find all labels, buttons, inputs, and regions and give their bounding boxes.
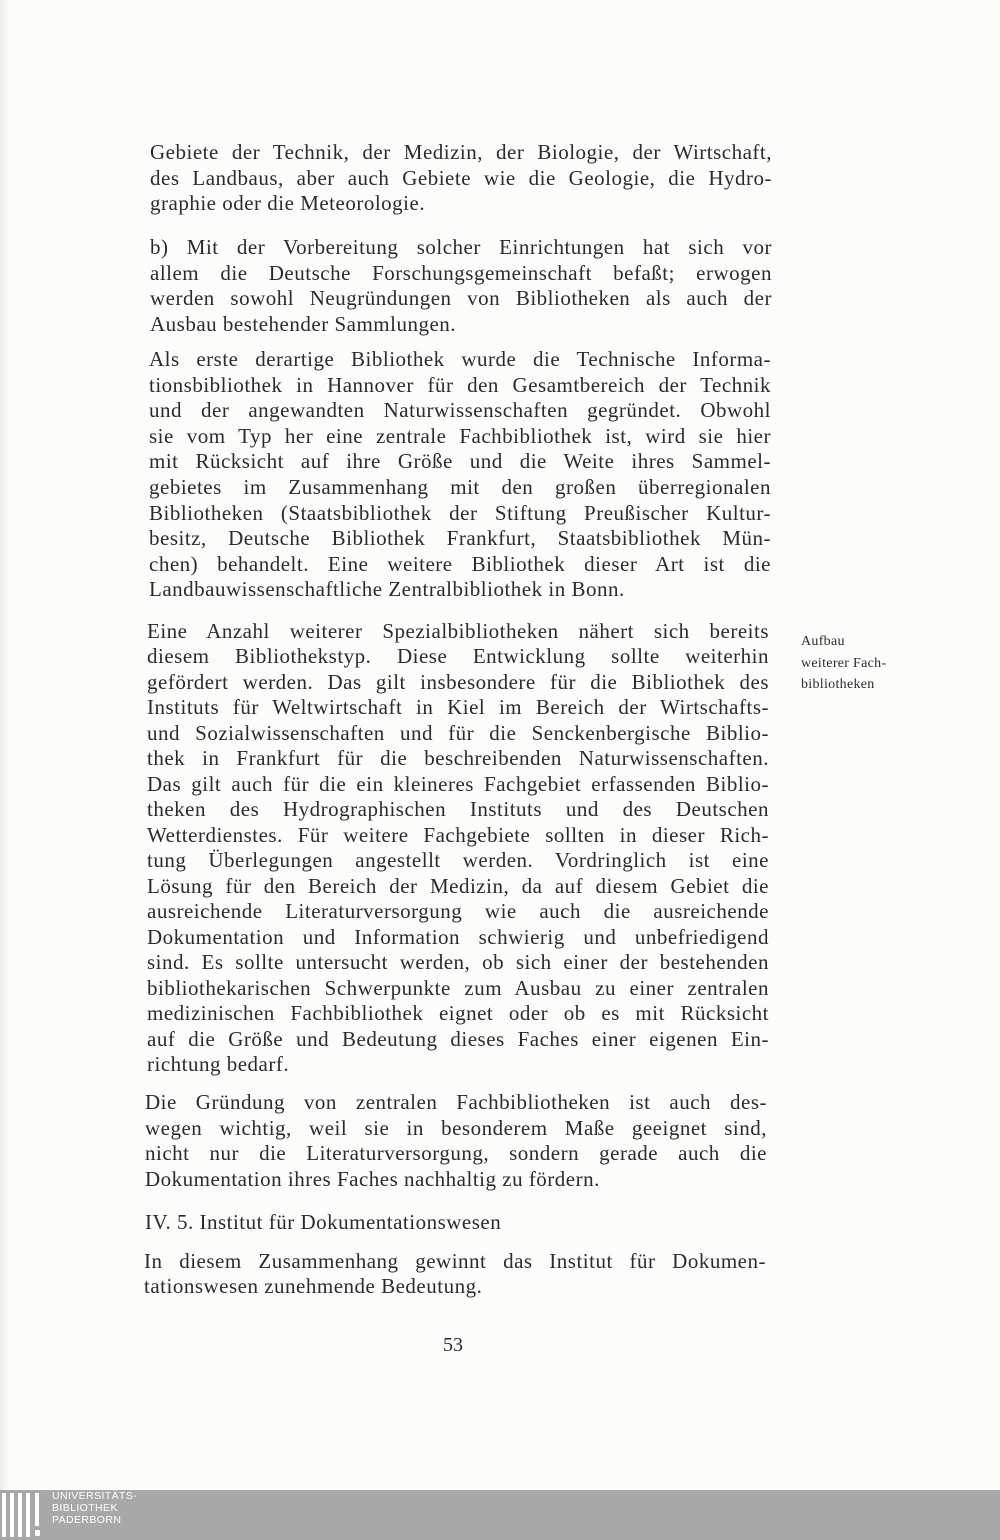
- paragraph-line: werden sowohl Neugründungen von Bibliotheken als auch der: [150, 286, 772, 311]
- paragraph-line: Das gilt auch für die ein kleineres Fachgebiet erfassenden Biblio-: [147, 771, 769, 796]
- paragraph-line: Als erste derartige Bibliothek wurde die Technische Informa-: [149, 347, 771, 371]
- page-gutter-shadow: [0, 0, 10, 1490]
- paragraph-line: allem die Deutsche Forschungsgemeinschaft befaßt; erwogen: [150, 260, 772, 285]
- logo-dot: [35, 1530, 40, 1536]
- paragraph-line: bibliothekarischen Schwerpunkte zum Ausbau zu einer zentralen: [147, 975, 769, 1000]
- paragraph-line: diesem Bibliothekstyp. Diese Entwicklung sollte weiterhin: [147, 644, 769, 669]
- paragraph-6: [144, 1249, 766, 1299]
- paragraph-line: und Sozialwissenschaften und für die Senckenbergische Biblio-: [147, 720, 769, 745]
- margin-note-line: weiterer Fach-: [801, 655, 887, 671]
- paragraph-line: Lösung für den Bereich der Medizin, da auf diesem Gebiet die: [147, 873, 769, 898]
- paragraph-line: medizinischen Fachbibliothek eignet oder ob es mit Rücksicht: [147, 1001, 769, 1026]
- paragraph-line: thek in Frankfurt für die beschreibenden Naturwissenschaften.: [147, 746, 769, 771]
- logo-text-line: BIBLIOTHEK: [52, 1501, 118, 1514]
- paragraph-line: Bibliotheken (Staatsbibliothek der Stiftung Preußischer Kultur-: [149, 500, 771, 525]
- paragraph-line: besitz, Deutsche Bibliothek Frankfurt, Staatsbibliothek Mün-: [149, 526, 771, 551]
- paragraph-line: sind. Es sollte untersucht werden, ob sich einer der bestehenden: [147, 950, 769, 975]
- logo-bar: [18, 1493, 22, 1537]
- paragraph-line: wegen wichtig, weil sie in besonderem Maße geeignet sind,: [145, 1115, 767, 1140]
- paragraph-line: Die Gründung von zentralen Fachbibliotheken ist auch des-: [145, 1090, 767, 1114]
- library-logo-text: [52, 1491, 137, 1526]
- paragraph-line: graphie oder die Meteorologie.: [150, 191, 426, 216]
- logo-bar: [26, 1493, 30, 1537]
- logo-text-line: UNIVERSITÄTS-: [52, 1490, 138, 1502]
- paragraph-line: des Landbaus, aber auch Gebiete wie die Geologie, die Hydro-: [150, 165, 772, 190]
- logo-bar: [35, 1493, 39, 1526]
- paragraph-line: theken des Hydrographischen Instituts und des Deutschen: [147, 797, 769, 822]
- paragraph-line: Dokumentation ihres Faches nachhaltig zu fördern.: [145, 1166, 600, 1191]
- paragraph-line: ausreichende Literaturversorgung wie auch die ausreichende: [147, 899, 769, 924]
- logo-bar: [10, 1493, 14, 1537]
- paragraph-5: [145, 1090, 767, 1192]
- paragraph-line: Ausbau bestehender Sammlungen.: [150, 311, 457, 336]
- paragraph-line: sie vom Typ her eine zentrale Fachbibliothek ist, wird sie hier: [149, 423, 771, 448]
- paragraph-3: [149, 347, 771, 603]
- paragraph-line: In diesem Zusammenhang gewinnt das Institut für Dokumen-: [144, 1249, 766, 1273]
- section-heading: IV. 5. Institut für Dokumentationswesen: [145, 1210, 502, 1234]
- paragraph-line: Eine Anzahl weiterer Spezialbibliotheken nähert sich bereits: [147, 619, 769, 643]
- paragraph-line: nicht nur die Literaturversorgung, sondern gerade auch die: [145, 1141, 767, 1166]
- margin-note-line: Aufbau: [801, 634, 845, 649]
- paragraph-line: und der angewandten Naturwissenschaften gegründet. Obwohl: [149, 398, 771, 423]
- paragraph-line: richtung bedarf.: [147, 1051, 290, 1076]
- paragraph-1: [150, 140, 772, 217]
- paragraph-line: gefördert werden. Das gilt insbesondere für die Bibliothek des: [147, 669, 769, 694]
- page-number: 53: [443, 1334, 463, 1356]
- paragraph-4: [147, 619, 769, 1077]
- paragraph-line: tionsbibliothek in Hannover für den Gesamtbereich der Technik: [149, 372, 771, 397]
- paragraph-line: Wetterdienstes. Für weitere Fachgebiete sollten in dieser Rich-: [147, 822, 769, 847]
- paragraph-line: gebietes im Zusammenhang mit den großen überregionalen: [149, 474, 771, 499]
- logo-text-line: PADERBORN: [52, 1513, 122, 1526]
- paragraph-line: Dokumentation und Information schwierig und unbefriedigend: [147, 924, 769, 949]
- paragraph-line: auf die Größe und Bedeutung dieses Faches einer eigenen Ein-: [147, 1026, 769, 1051]
- paragraph-2: [150, 235, 772, 337]
- paragraph-line: tung Überlegungen angestellt werden. Vordringlich ist eine: [147, 848, 769, 873]
- paragraph-line: b) Mit der Vorbereitung solcher Einrichtungen hat sich vor: [150, 235, 772, 259]
- paragraph-line: chen) behandelt. Eine weitere Bibliothek dieser Art ist die: [149, 551, 771, 576]
- margin-note: [801, 631, 911, 696]
- paragraph-line: Landbauwissenschaftliche Zentralbibliothek in Bonn.: [149, 577, 625, 602]
- paragraph-line: Instituts für Weltwirtschaft in Kiel im Bereich der Wirtschafts-: [147, 695, 769, 720]
- paragraph-line: Gebiete der Technik, der Medizin, der Biologie, der Wirtschaft,: [150, 140, 772, 164]
- paragraph-line: mit Rücksicht auf ihre Größe und die Weite ihres Sammel-: [149, 449, 771, 474]
- paragraph-line: tationswesen zunehmende Bedeutung.: [144, 1274, 483, 1298]
- margin-note-line: bibliotheken: [801, 677, 875, 692]
- logo-bar: [2, 1493, 6, 1537]
- library-footer: [0, 1490, 1000, 1540]
